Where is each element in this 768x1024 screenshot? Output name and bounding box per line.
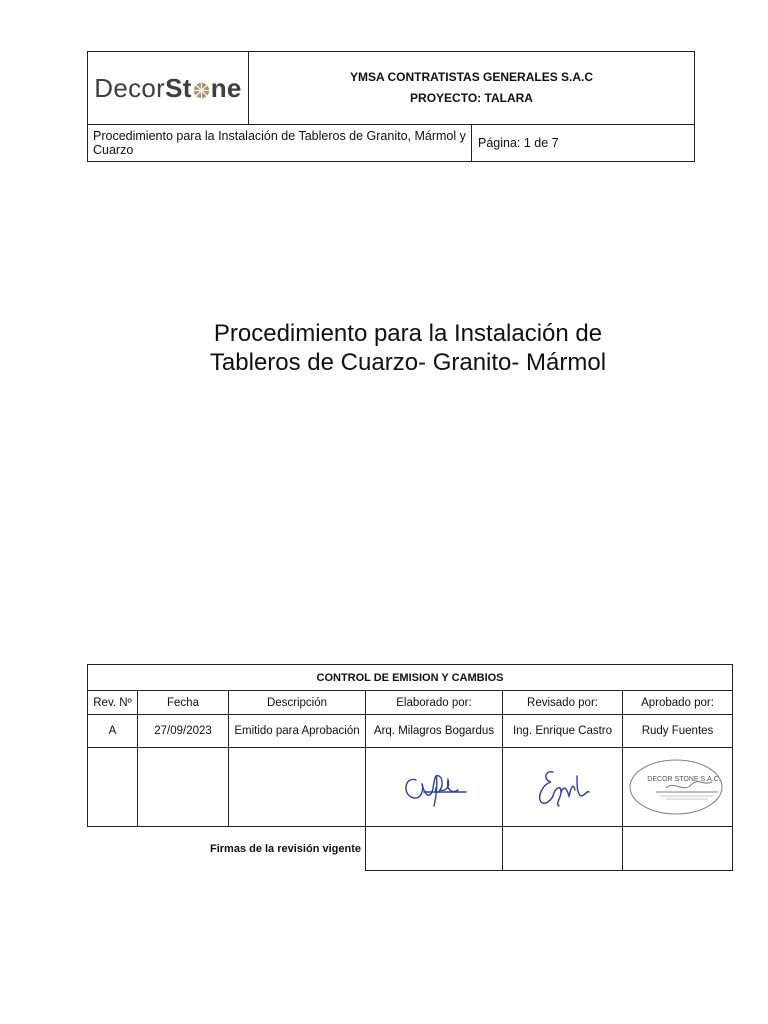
company-info bbox=[249, 52, 695, 125]
header-aprobado: Aprobado por: bbox=[623, 691, 733, 715]
cell-revisado: Ing. Enrique Castro bbox=[503, 715, 623, 748]
signature-revisado-mark bbox=[527, 762, 599, 812]
table-header-row bbox=[88, 691, 733, 715]
control-table bbox=[87, 664, 733, 871]
document-header bbox=[87, 51, 695, 162]
signature-row bbox=[88, 748, 733, 827]
cell-rev: A bbox=[88, 715, 138, 748]
stamp-text: DECOR STONE S.A.C. bbox=[646, 776, 721, 783]
empty-cell bbox=[138, 748, 229, 827]
logo-cell bbox=[88, 52, 249, 125]
header-descripcion: Descripción bbox=[229, 691, 366, 715]
empty-cell bbox=[88, 748, 138, 827]
signature-revisado bbox=[503, 748, 623, 827]
cell-descripcion: Emitido para Aprobación bbox=[229, 715, 366, 748]
decorstone-logo: Decor St ne bbox=[94, 72, 242, 103]
main-title-line-1: Procedimiento para la Instalación de bbox=[213, 320, 603, 347]
signature-aprobado-stamp bbox=[626, 756, 730, 818]
firmas-row bbox=[88, 827, 733, 871]
firmas-label: Firmas de la revisión vigente bbox=[88, 827, 366, 871]
company-name: YMSA CONTRATISTAS GENERALES S.A.C bbox=[349, 70, 594, 84]
header-elaborado: Elaborado por: bbox=[366, 691, 503, 715]
doc-title: Procedimiento para la Instalación de Tableros de Granito, Mármol y Cuarzo bbox=[88, 125, 472, 162]
table-row bbox=[88, 715, 733, 748]
header-fecha: Fecha bbox=[138, 691, 229, 715]
control-table-title: CONTROL DE EMISION Y CAMBIOS bbox=[88, 665, 733, 691]
main-title-line-2: Tableros de Cuarzo- Granito- Mármol bbox=[209, 349, 607, 376]
cell-fecha: 27/09/2023 bbox=[138, 715, 229, 748]
empty-cell bbox=[229, 748, 366, 827]
main-title bbox=[80, 319, 736, 377]
signature-elaborado bbox=[366, 748, 503, 827]
project-name: PROYECTO: TALARA bbox=[410, 91, 533, 105]
page-number: Página: 1 de 7 bbox=[472, 125, 695, 162]
stone-logo-icon bbox=[193, 82, 210, 99]
empty-cell bbox=[366, 827, 503, 871]
empty-cell bbox=[623, 827, 733, 871]
header-revisado: Revisado por: bbox=[503, 691, 623, 715]
cell-aprobado: Rudy Fuentes bbox=[623, 715, 733, 748]
empty-cell bbox=[503, 827, 623, 871]
signature-aprobado bbox=[623, 748, 733, 827]
signature-elaborado-mark bbox=[394, 762, 474, 812]
cell-elaborado: Arq. Milagros Bogardus bbox=[366, 715, 503, 748]
header-rev: Rev. Nº bbox=[88, 691, 138, 715]
